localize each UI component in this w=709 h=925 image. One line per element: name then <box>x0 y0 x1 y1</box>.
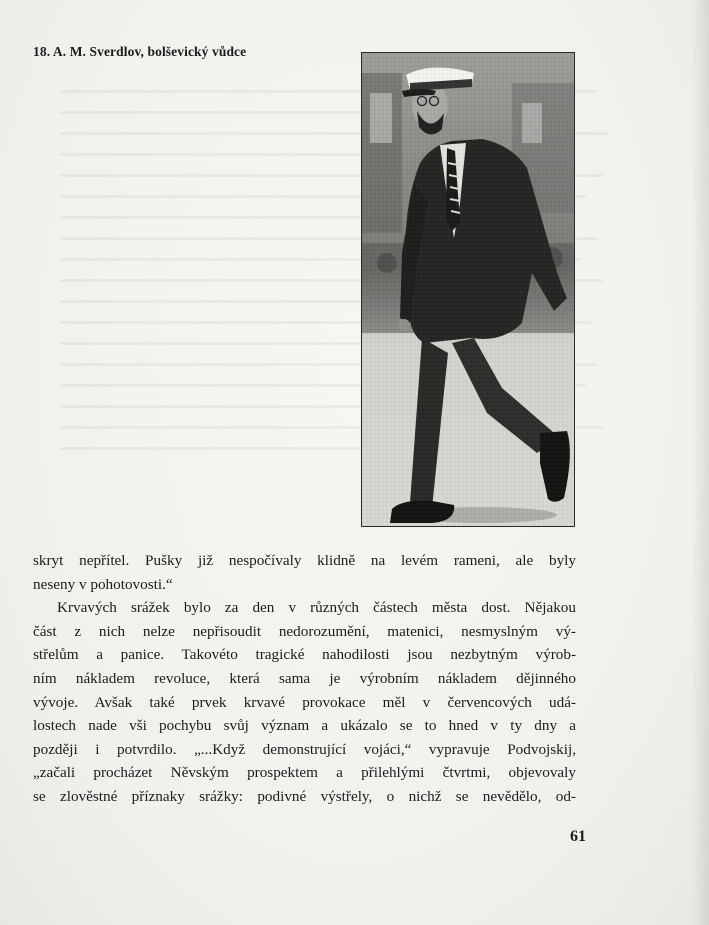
page-edge-shadow <box>691 0 709 925</box>
text-line: vývoje. Avšak také prvek krvavé provokace měl v červencových udá- <box>33 693 576 711</box>
sverdlov-walking-photo <box>361 52 575 527</box>
text-line: neseny v pohotovosti.“ <box>33 575 173 593</box>
text-line: se zlověstné příznaky srážky: podivné výstřely, o nichž se nevědělo, od- <box>33 787 576 805</box>
text-line: Krvavých srážek bylo za den v různých částech města dost. Nějakou <box>57 599 576 617</box>
figure-caption: 18. A. M. Sverdlov, bolševický vůdce <box>33 44 247 59</box>
text-line: lostech nade vši pochybu svůj význam a ukázalo se to hned v ty dny a <box>33 717 576 735</box>
text-line: „začali procházet Něvským prospektem a přilehlými čtvrtmi, objevovaly <box>33 764 576 782</box>
text-line: skryt nepřítel. Pušky již nespočívaly klidně na levém rameni, ale byly <box>33 552 576 569</box>
text-line: část z nich nelze nepřisoudit nedorozumění, matenici, nesmyslným vý- <box>33 622 576 640</box>
text-line: ním nákladem revoluce, která sama je výrobním nákladem dějinného <box>33 669 576 687</box>
text-line: střelům a panice. Takovéto tragické nahodilosti jsou nezbytným výrob- <box>33 646 576 664</box>
page-number: 61 <box>570 828 586 845</box>
body-text <box>33 549 576 809</box>
text-line: později i potvrdilo. „...Když demonstrující vojáci,“ vypravuje Podvojskij, <box>33 740 576 758</box>
